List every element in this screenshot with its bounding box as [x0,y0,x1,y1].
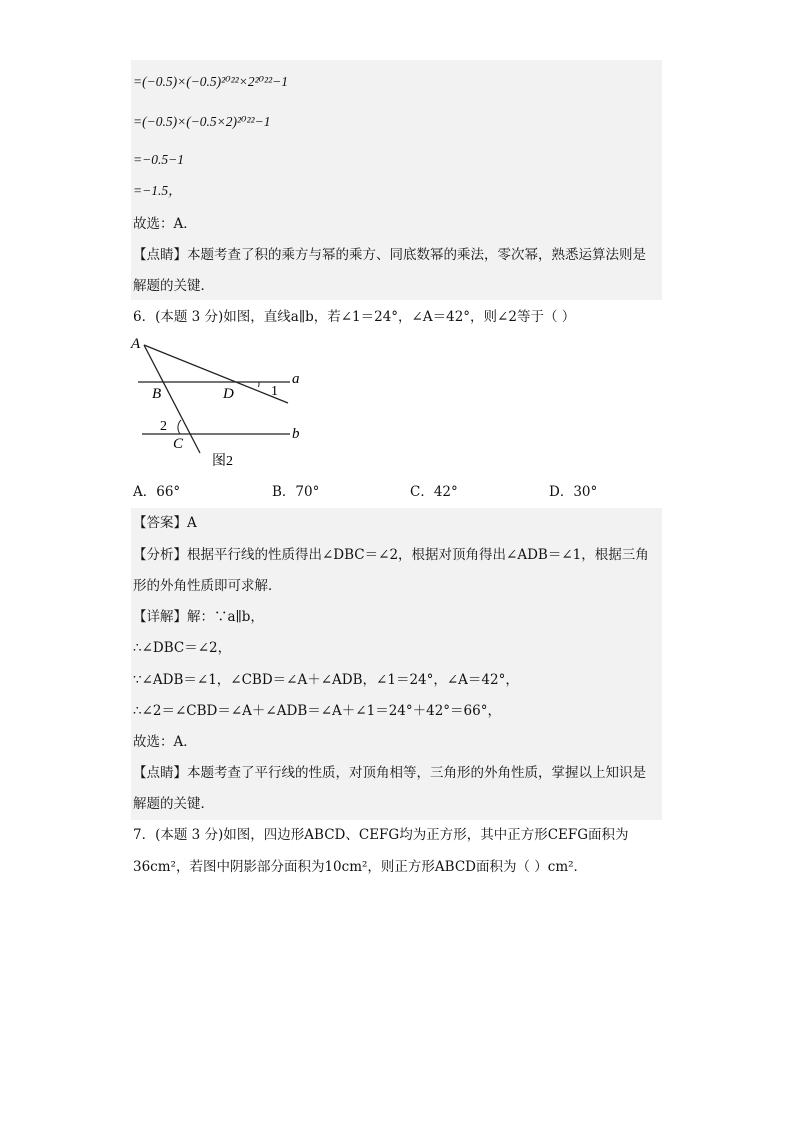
prev-step-3: =−0.5−1 [133,152,184,167]
prev-step-4: =−1.5， [133,183,182,198]
label-a: a [292,371,300,387]
line-AD [144,345,288,403]
option-b: B．70° [272,484,320,500]
q6-choice: 故选：A． [133,734,197,750]
angle-2-arc [178,420,181,434]
figure-caption: 图2 [212,454,233,469]
prev-step-1: =(−0.5)×(−0.5)²⁰²²×2²⁰²²−1 [133,74,288,89]
label-C: C [173,436,184,452]
q7-stem-1: 7．(本题 3 分)如图，四边形ABCD、CEFG均为正方形，其中正方形CEFG面积为 [133,827,629,843]
q6-analysis-2: 形的外角性质即可求解． [133,578,282,594]
prev-step-2: =(−0.5)×(−0.5×2)²⁰²²−1 [133,114,271,129]
option-c: C．42° [410,484,458,500]
q6-answer: 【答案】A [133,515,197,531]
label-D: D [223,386,234,402]
label-A: A [131,336,141,352]
prev-choice: 故选：A． [133,216,197,232]
q6-detail-1: ∴∠DBC＝∠2， [133,640,232,656]
label-b: b [292,426,300,442]
label-1: 1 [271,384,278,399]
q6-detail-2: ∵∠ADB＝∠1，∠CBD＝∠A＋∠ADB，∠1＝24°，∠A＝42°， [133,672,519,688]
option-d: D．30° [549,484,598,500]
option-a: A．66° [133,484,181,500]
q6-comment-1: 【点睛】本题考查了平行线的性质，对顶角相等，三角形的外角性质，掌握以上知识是 [133,765,646,781]
label-B: B [152,386,162,402]
prev-comment: 【点睛】本题考查了积的乘方与幂的乘方、同底数幂的乘法，零次幂，熟悉运算法则是 [133,247,646,263]
q7-stem-2: 36cm²，若图中阴影部分面积为10cm²，则正方形ABCD面积为（ ）cm²． [133,859,588,875]
label-2: 2 [160,419,167,434]
prev-comment-2: 解题的关键． [133,278,214,294]
q6-comment-2: 解题的关键． [133,796,214,812]
angle-1-arc [259,382,260,387]
q6-figure [128,333,328,473]
q6-stem: 6．(本题 3 分)如图，直线a∥b，若∠1＝24°，∠A＝42°，则∠2等于（ ） [133,309,576,325]
q6-detail-3: ∴∠2＝∠CBD＝∠A＋∠ADB＝∠A＋∠1＝24°＋42°＝66°， [133,703,501,719]
q6-analysis-1: 【分析】根据平行线的性质得出∠DBC＝∠2，根据对顶角得出∠ADB＝∠1，根据三角 [133,547,649,563]
q6-detail-title: 【详解】解：∵a∥b， [133,609,264,625]
